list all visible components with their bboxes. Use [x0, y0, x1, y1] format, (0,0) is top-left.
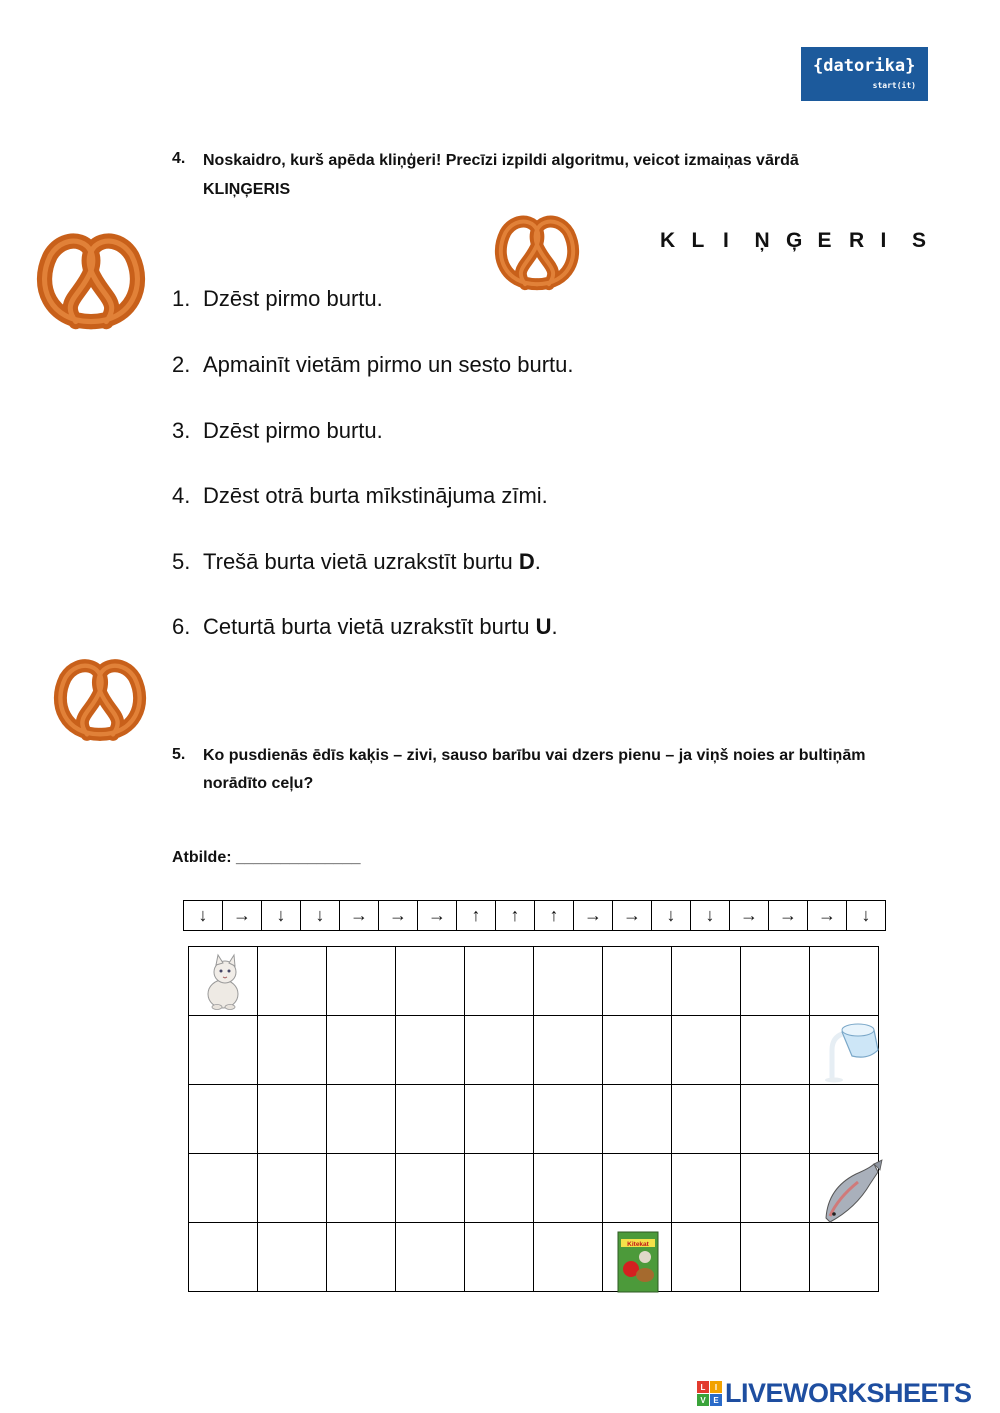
- grid-row: [189, 947, 879, 1016]
- grid-cell: [396, 1085, 465, 1154]
- arrow-cell: ↓: [262, 901, 301, 930]
- arrow-cell: →: [808, 901, 847, 930]
- step-number: 4.: [172, 483, 191, 508]
- arrow-cell: →: [418, 901, 457, 930]
- word-letter: Ģ: [786, 229, 803, 252]
- task5-number: 5.: [172, 746, 186, 763]
- grid-cell: [396, 1223, 465, 1292]
- grid-row: [189, 1016, 879, 1085]
- liveworksheets-wordmark: LIVEWORKSHEETS: [725, 1378, 972, 1408]
- grid-cell: [396, 947, 465, 1016]
- step-bold-letter: D: [518, 549, 535, 574]
- grid-cell: [465, 1223, 534, 1292]
- grid-cell: [672, 1154, 741, 1223]
- grid-cell: [396, 1016, 465, 1085]
- grid-cell: [189, 1223, 258, 1292]
- grid-cell: [327, 1223, 396, 1292]
- arrow-cell: ↓: [301, 901, 340, 930]
- step-6: [172, 614, 558, 640]
- grid-cell: [741, 1085, 810, 1154]
- grid-cell: [534, 947, 603, 1016]
- arrow-cell: →: [223, 901, 262, 930]
- step-number: 5.: [172, 549, 191, 574]
- grid-cell: [741, 1154, 810, 1223]
- grid-cell: [672, 1016, 741, 1085]
- word-letter: L: [691, 229, 705, 252]
- arrow-cell: ↑: [535, 901, 574, 930]
- word-letter: K: [660, 229, 676, 252]
- grid-row: [189, 1223, 879, 1292]
- arrow-sequence: [183, 900, 886, 931]
- answer-line[interactable]: Atbilde: ______________: [172, 849, 361, 866]
- grid-cell: [189, 1085, 258, 1154]
- step-text: Dzēst pirmo burtu.: [203, 286, 383, 311]
- grid-cell: [258, 1154, 327, 1223]
- step-1: [172, 286, 383, 312]
- grid-cell: [741, 1016, 810, 1085]
- word-letter: Ņ: [754, 229, 770, 252]
- grid-cell: [603, 947, 672, 1016]
- grid-cell: [603, 1154, 672, 1223]
- arrow-cell: →: [574, 901, 613, 930]
- step-4: [172, 483, 548, 509]
- milk-jug-icon: [818, 1020, 884, 1084]
- step-text: Apmainīt vietām pirmo un sesto burtu.: [203, 352, 574, 377]
- liveworksheets-mark-icon: [697, 1381, 722, 1406]
- grid-cell: [465, 947, 534, 1016]
- word-letter: I: [880, 229, 887, 252]
- path-grid: [188, 946, 879, 1292]
- arrow-cell: ↑: [457, 901, 496, 930]
- arrow-cell: ↓: [184, 901, 223, 930]
- word-letter: I: [723, 229, 729, 252]
- mark-letter: I: [710, 1381, 722, 1393]
- arrow-cell: →: [340, 901, 379, 930]
- arrow-cell: ↓: [652, 901, 691, 930]
- grid-cell: [327, 1085, 396, 1154]
- datorika-logo: [801, 47, 928, 101]
- liveworksheets-footer: [697, 1378, 972, 1409]
- grid-row: [189, 1085, 879, 1154]
- cat-food-box-icon: [617, 1231, 659, 1293]
- arrow-cell: ↓: [691, 901, 730, 930]
- pretzel-icon: [48, 650, 152, 758]
- grid-cell: [741, 1223, 810, 1292]
- grid-cell: [672, 1223, 741, 1292]
- grid-cell: [534, 1223, 603, 1292]
- logo-tagline: start(it): [872, 81, 916, 90]
- step-number: 1.: [172, 286, 191, 311]
- step-5: [172, 549, 541, 575]
- mark-letter: L: [697, 1381, 709, 1393]
- grid-cell: [603, 1085, 672, 1154]
- word-kliņģeris: [660, 229, 944, 253]
- grid-cell: [258, 947, 327, 1016]
- food-box-label: Kitekat: [627, 1241, 649, 1248]
- grid-cell: [672, 1085, 741, 1154]
- step-number: 3.: [172, 418, 191, 443]
- task4-number: 4.: [172, 150, 186, 167]
- step-end: .: [534, 549, 541, 574]
- step-3: [172, 418, 383, 444]
- grid-cell: [810, 1085, 879, 1154]
- fish-icon: [818, 1158, 884, 1226]
- grid-row: [189, 1154, 879, 1223]
- grid-cell: [258, 1016, 327, 1085]
- grid-cell: [465, 1016, 534, 1085]
- pretzel-icon: [487, 209, 587, 304]
- task4-text-line2: KLIŅĢERIS: [203, 181, 291, 198]
- step-number: 6.: [172, 614, 191, 639]
- step-bold-letter: U: [535, 614, 552, 639]
- word-letter: E: [817, 229, 832, 252]
- step-end: .: [551, 614, 558, 639]
- mark-letter: E: [710, 1394, 722, 1406]
- grid-cell: [189, 1154, 258, 1223]
- grid-cell: [810, 947, 879, 1016]
- task5-text-line2: norādīto ceļu?: [203, 775, 314, 792]
- mark-letter: V: [697, 1394, 709, 1406]
- logo-brand: {datorika}: [813, 56, 916, 76]
- step-text: Dzēst pirmo burtu.: [203, 418, 383, 443]
- grid-cell: [396, 1154, 465, 1223]
- grid-cell: [534, 1154, 603, 1223]
- grid-cell: [741, 947, 810, 1016]
- step-text: Dzēst otrā burta mīkstinājuma zīmi.: [203, 483, 548, 508]
- arrow-cell: ↑: [496, 901, 535, 930]
- grid-cell: [465, 1154, 534, 1223]
- arrow-cell: →: [769, 901, 808, 930]
- arrow-cell: →: [613, 901, 652, 930]
- grid-cell: [534, 1016, 603, 1085]
- word-letter: R: [849, 229, 865, 252]
- pretzel-icon: [30, 222, 152, 350]
- cat-icon: [199, 952, 247, 1010]
- grid-cell: [189, 1016, 258, 1085]
- grid-cell: [672, 947, 741, 1016]
- grid-cell: [327, 1016, 396, 1085]
- grid-cell: [258, 1223, 327, 1292]
- arrow-cell: ↓: [861, 905, 871, 925]
- grid-cell: [810, 1223, 879, 1292]
- grid-cell: [534, 1085, 603, 1154]
- step-text: Trešā burta vietā uzrakstīt burtu: [203, 549, 519, 574]
- grid-cell: [327, 1154, 396, 1223]
- step-2: [172, 352, 574, 378]
- grid-cell: [258, 1085, 327, 1154]
- task4-text-line1: Noskaidro, kurš apēda kliņģeri! Precīzi izpildi algoritmu, veicot izmaiņas vārdā: [203, 152, 799, 169]
- arrow-cell: →: [379, 901, 418, 930]
- step-text: Ceturtā burta vietā uzrakstīt burtu: [203, 614, 536, 639]
- step-number: 2.: [172, 352, 191, 377]
- grid-cell: [465, 1085, 534, 1154]
- arrow-cell: →: [730, 901, 769, 930]
- task5-text-line1: Ko pusdienās ēdīs kaķis – zivi, sauso barību vai dzers pienu – ja viņš noies ar bultiņām: [203, 747, 866, 764]
- grid-cell: [603, 1016, 672, 1085]
- grid-cell: [327, 947, 396, 1016]
- word-letter: S: [912, 229, 927, 252]
